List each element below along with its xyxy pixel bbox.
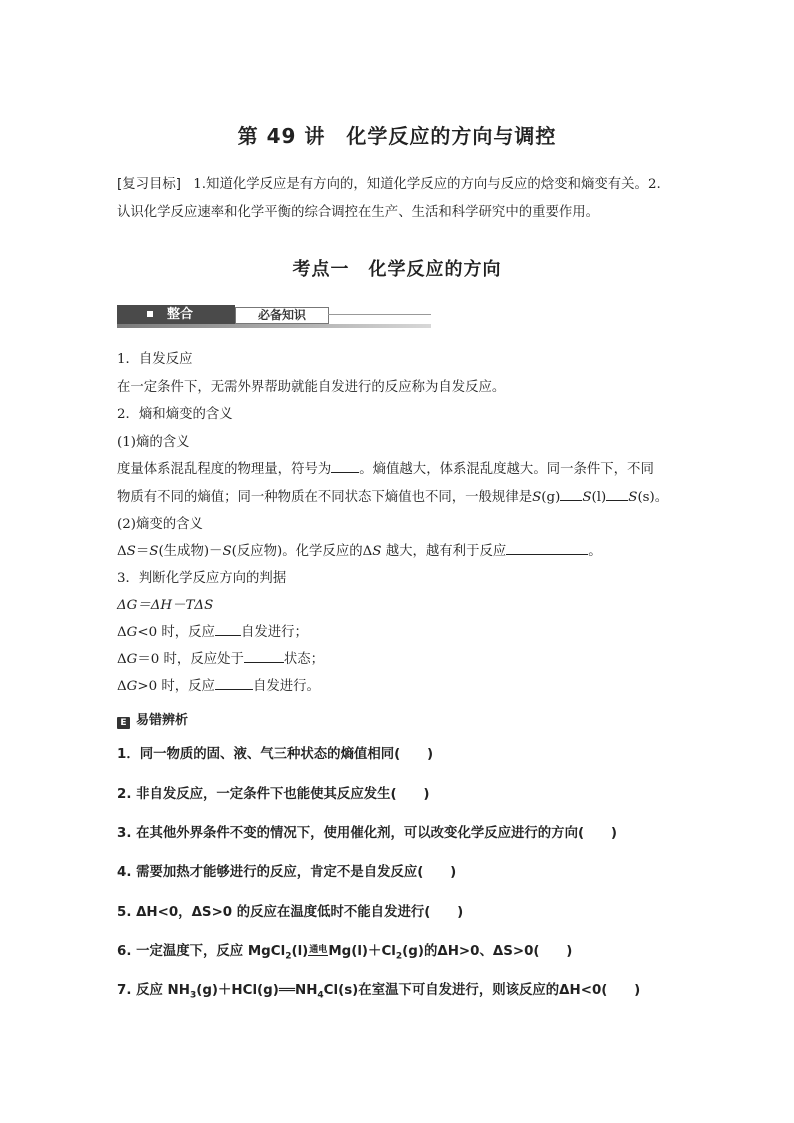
text-span: 。: [588, 544, 602, 559]
text-span: (生成物)－: [158, 544, 223, 559]
text-span: Δ: [117, 652, 127, 667]
heading-criterion: 3．判断化学反应方向的判据: [117, 571, 287, 586]
fill-blank[interactable]: [606, 488, 628, 501]
text-span: 状态；: [283, 652, 325, 667]
section-banner: [117, 305, 431, 329]
fill-blank[interactable]: [331, 460, 359, 473]
review-goal-label: [复习目标]: [117, 177, 182, 192]
text-span: Δ: [117, 544, 127, 559]
text-span: 越大，越有利于反应: [381, 544, 507, 559]
text-entropy-2: [117, 486, 668, 505]
text-span: 度量体系混乱程度的物理量，符号为: [117, 462, 332, 477]
symbol-s: S: [372, 544, 382, 559]
subscript: 2: [285, 951, 292, 962]
banner-main-label: 整合: [167, 307, 194, 322]
text-span: 7. 反应 NH: [117, 983, 190, 998]
text-entropy-1: [117, 458, 654, 477]
text-span: ＝0 时，反应处于: [137, 652, 244, 667]
subscript: 3: [189, 990, 197, 1001]
text-span: 物质有不同的熵值；同一种物质在不同状态下熵值也不同，一般规律是: [117, 490, 533, 505]
fill-blank[interactable]: [244, 650, 284, 663]
text-span: (g)＋HCl(g)══NH: [196, 983, 318, 998]
text-span: Mg(l)＋Cl: [328, 944, 396, 959]
question-7: [117, 979, 640, 1001]
formula-gibbs: ΔG＝ΔH－TΔS: [117, 598, 214, 613]
criterion-positive: [117, 675, 320, 694]
question-1: 1．同一物质的固、液、气三种状态的熵值相同( ): [117, 747, 434, 762]
banner-main: [117, 305, 235, 324]
symbol-s: S: [532, 490, 542, 505]
banner-sub-label: 必备知识: [235, 307, 329, 324]
review-goal-line-2: 认识化学反应速率和化学平衡的综合调控在生产、生活和科学研究中的重要作用。: [117, 205, 600, 220]
symbol-s: S: [222, 544, 232, 559]
symbol-g: G: [126, 652, 138, 667]
text-span: ＝: [135, 544, 150, 559]
text-span: (反应物)。化学反应的Δ: [231, 544, 373, 559]
text-span: (l): [291, 944, 309, 959]
error-analysis-header: [117, 709, 188, 729]
question-6: [117, 940, 572, 962]
subscript: 4: [317, 990, 324, 1001]
text-span: 6. 一定温度下，反应 MgCl: [117, 944, 286, 959]
text-span: 自发进行；: [240, 625, 308, 640]
text-span: (s)。: [637, 490, 669, 505]
fill-blank[interactable]: [215, 677, 253, 690]
symbol-s: S: [149, 544, 159, 559]
symbol-s: S: [126, 544, 136, 559]
text-entropy-change: [117, 540, 602, 559]
banner-underline: [117, 324, 431, 328]
subheading-entropy-meaning: (1)熵的含义: [117, 435, 190, 450]
text-span: (l): [591, 490, 607, 505]
symbol-g: G: [126, 679, 138, 694]
fill-blank[interactable]: [215, 623, 241, 636]
page-title: 第 49 讲 化学反应的方向与调控: [237, 124, 557, 148]
question-4: 4. 需要加热才能够进行的反应，肯定不是自发反应( ): [117, 865, 457, 880]
text-span: (g): [541, 490, 561, 505]
heading-entropy: 2．熵和熵变的含义: [117, 407, 233, 422]
text-spontaneous: 在一定条件下，无需外界帮助就能自发进行的反应称为自发反应。: [117, 380, 506, 395]
subheading-entropy-change: (2)熵变的含义: [117, 517, 203, 532]
review-goal-line-1: [117, 173, 661, 192]
criterion-zero: [117, 648, 324, 667]
text-span: Δ: [117, 679, 127, 694]
question-2: 2. 非自发反应，一定条件下也能使其反应发生( ): [117, 787, 430, 802]
criterion-negative: [117, 621, 308, 640]
symbol-g: G: [126, 625, 138, 640]
text-span: Δ: [117, 625, 127, 640]
fill-blank[interactable]: [560, 488, 582, 501]
symbol-s: S: [628, 490, 638, 505]
text-span: <0 时，反应: [137, 625, 215, 640]
reaction-arrow: 通电: [309, 945, 328, 955]
subscript: 2: [395, 951, 403, 962]
text-span: Cl(s)在室温下可自发进行，则该反应的ΔH<0( ): [323, 983, 641, 998]
error-icon: E: [117, 717, 130, 729]
fill-blank[interactable]: [506, 542, 588, 555]
section-title: 考点一 化学反应的方向: [292, 259, 502, 280]
text-span: >0 时，反应: [137, 679, 215, 694]
square-icon: [147, 311, 153, 317]
review-goal-text-1: 1.知道化学反应是有方向的，知道化学反应的方向与反应的焓变和熵变有关。2.: [193, 177, 661, 192]
heading-spontaneous: 1．自发反应: [117, 352, 193, 367]
question-3: 3. 在其他外界条件不变的情况下，使用催化剂，可以改变化学反应进行的方向( ): [117, 826, 617, 841]
error-analysis-label: 易错辨析: [136, 713, 189, 728]
banner-divider: [328, 314, 431, 315]
text-span: 。熵值越大，体系混乱度越大。同一条件下，不同: [359, 462, 654, 477]
symbol-s: S: [582, 490, 592, 505]
text-span: 自发进行。: [252, 679, 320, 694]
text-span: (g)的ΔH>0、ΔS>0( ): [402, 944, 573, 959]
question-5: 5. ΔH<0，ΔS>0 的反应在温度低时不能自发进行( ): [117, 905, 464, 920]
